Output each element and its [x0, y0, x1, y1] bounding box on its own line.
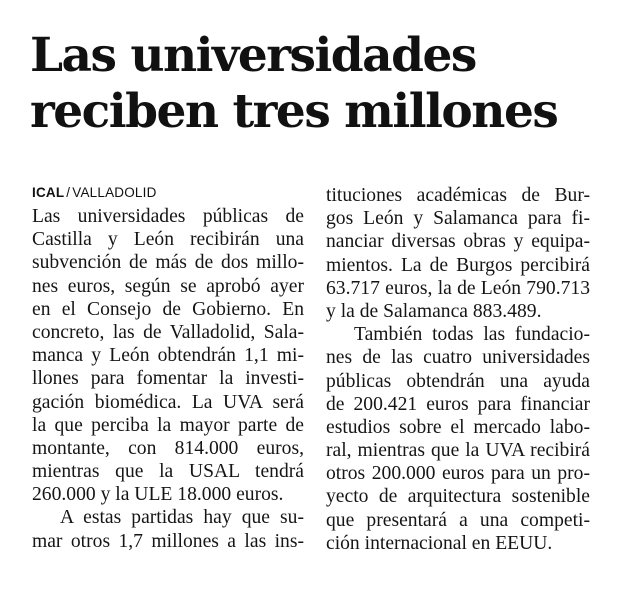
byline-separator: / — [66, 185, 71, 200]
text-line: mientras que la USAL tendrá — [32, 461, 304, 483]
text-line: nes euros, según se aprobó ayer — [32, 275, 304, 297]
text-line: nes de las cuatro universidades — [326, 347, 590, 369]
byline-city: VALLADOLID — [72, 185, 157, 200]
text-line: ral, mientras que la UVA recibirá — [326, 440, 590, 462]
article-column-right — [326, 184, 590, 555]
text-line: manca y León obtendrán 1,1 mi- — [32, 345, 304, 367]
text-line: ción internacional en EEUU. — [326, 532, 553, 554]
text-line: que presentará a una competi- — [326, 509, 590, 531]
text-line: estudios sobre el mercado labo- — [326, 416, 590, 438]
text-line: Castilla y León recibirán una — [32, 229, 304, 251]
text-line: públicas obtendrán una ayuda — [326, 370, 590, 392]
headline-line-1: Las universidades — [30, 28, 476, 83]
text-line: A estas partidas hay que su- — [60, 507, 304, 529]
text-line: montante, con 814.000 euros, — [32, 437, 304, 459]
article-column-left — [32, 184, 304, 553]
text-line: yecto de arquitectura sostenible — [326, 486, 590, 508]
text-line: de 200.421 euros para financiar — [326, 393, 590, 415]
byline — [32, 184, 304, 205]
text-line: y la de Salamanca 883.489. — [326, 300, 542, 322]
text-line: subvención de más de dos millo- — [32, 252, 304, 274]
text-line: 63.717 euros, la de León 790.713 — [326, 277, 590, 299]
text-line: 260.000 y la ULE 18.000 euros. — [32, 484, 284, 506]
headline — [30, 28, 620, 140]
text-line: gos León y Salamanca para fi- — [326, 208, 590, 230]
text-line: Las universidades públicas de — [32, 206, 304, 227]
text-line: mar otros 1,7 millones a las ins- — [32, 530, 304, 552]
headline-line-2: reciben tres millones — [30, 84, 558, 139]
text-line: También todas las fundacio- — [354, 324, 590, 346]
text-line: gación biomédica. La UVA será — [32, 391, 304, 413]
text-line: concreto, las de Valladolid, Sala- — [32, 321, 304, 343]
text-line: tituciones académicas de Bur- — [326, 185, 590, 206]
byline-agency: ICAL — [32, 185, 65, 200]
text-line: mientos. La de Burgos percibirá — [326, 254, 590, 276]
text-line: nanciar diversas obras y equipa- — [326, 231, 590, 253]
text-line: la que perciba la mayor parte de — [32, 414, 304, 436]
text-line: en el Consejo de Gobierno. En — [32, 298, 304, 320]
text-line: otros 200.000 euros para un pro- — [326, 463, 590, 485]
text-line: llones para fomentar la investi- — [32, 368, 304, 390]
